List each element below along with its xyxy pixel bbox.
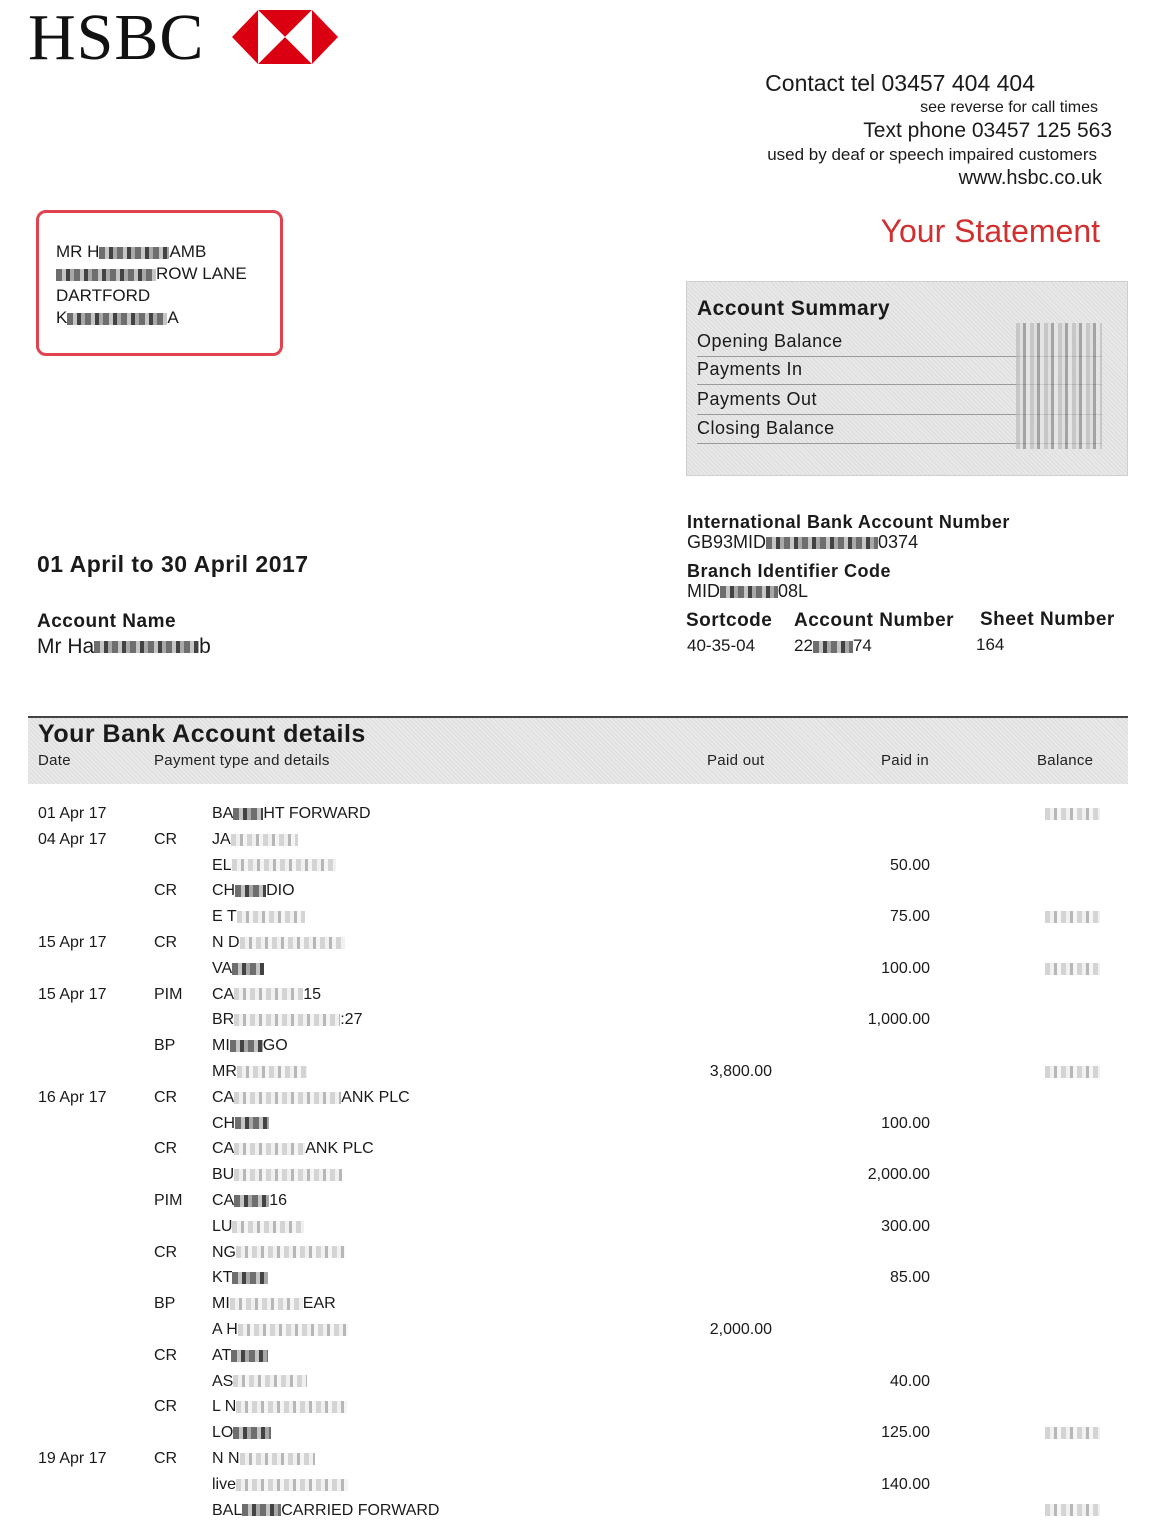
transaction-row bbox=[0, 857, 1162, 883]
transaction-details-start: KT bbox=[212, 1269, 233, 1287]
transaction-details bbox=[212, 1347, 268, 1365]
transaction-type: BP bbox=[154, 1037, 176, 1055]
transaction-details-end: DIO bbox=[266, 882, 295, 900]
transaction-row bbox=[0, 1192, 1162, 1218]
redaction-block bbox=[237, 1066, 307, 1078]
redaction-block bbox=[234, 1143, 305, 1155]
redaction-block bbox=[231, 1350, 268, 1362]
transaction-details bbox=[212, 1011, 362, 1029]
sheet-number-label: Sheet Number bbox=[980, 609, 1115, 630]
account-name-value: Mr Ha b bbox=[37, 635, 211, 658]
address-line-1: MR H AMB bbox=[56, 242, 207, 261]
transaction-details bbox=[212, 986, 321, 1004]
transaction-row bbox=[0, 1373, 1162, 1399]
transaction-balance-redacted bbox=[1030, 908, 1100, 926]
redaction-block bbox=[236, 1246, 345, 1258]
transaction-balance-redacted bbox=[1030, 805, 1100, 823]
transaction-paid-out: 3,800.00 bbox=[709, 1063, 772, 1080]
transaction-details-start: CA bbox=[212, 985, 235, 1003]
redaction-block bbox=[232, 1272, 268, 1284]
transaction-details bbox=[212, 1450, 315, 1468]
transaction-row bbox=[0, 1140, 1162, 1166]
transaction-row bbox=[0, 805, 1162, 831]
transaction-details bbox=[212, 1295, 336, 1313]
transaction-details-end: ANK PLC bbox=[305, 1140, 374, 1158]
transaction-type: CR bbox=[154, 1088, 178, 1106]
transaction-type: CR bbox=[154, 1450, 178, 1467]
transaction-date: 16 Apr 17 bbox=[38, 1088, 107, 1106]
transaction-details-start: E T bbox=[212, 908, 237, 926]
transaction-details bbox=[212, 805, 371, 823]
statement-title: Your Statement bbox=[880, 213, 1100, 249]
transaction-type: CR bbox=[154, 1140, 178, 1158]
transaction-details-start: BU bbox=[212, 1166, 235, 1184]
redaction-block bbox=[230, 1298, 303, 1310]
transaction-row bbox=[0, 1166, 1162, 1192]
transaction-details-end: EAR bbox=[302, 1295, 336, 1313]
transaction-details bbox=[212, 1398, 347, 1416]
redaction-block bbox=[240, 1453, 315, 1465]
transaction-row bbox=[0, 1089, 1162, 1115]
redaction-block bbox=[233, 1375, 307, 1387]
transaction-details bbox=[212, 1166, 342, 1184]
hsbc-logo-text: HSBC bbox=[28, 1, 205, 74]
transaction-row bbox=[0, 934, 1162, 960]
column-header-payment-details: Payment type and details bbox=[154, 752, 330, 769]
transaction-details bbox=[212, 831, 298, 849]
transaction-details-start: L N bbox=[212, 1398, 237, 1416]
transaction-type: CR bbox=[154, 1398, 178, 1416]
transaction-row bbox=[0, 831, 1162, 857]
transaction-details bbox=[212, 857, 336, 875]
transaction-row bbox=[0, 908, 1162, 934]
transaction-details-start: AS bbox=[212, 1372, 234, 1390]
transaction-details-end: CARRIED FORWARD bbox=[281, 1501, 440, 1519]
transaction-details-start: BR bbox=[212, 1011, 235, 1029]
transaction-details-end: 16 bbox=[269, 1192, 288, 1209]
transaction-details-start: MI bbox=[212, 1037, 230, 1055]
redaction-block bbox=[233, 808, 263, 820]
statement-period: 01 April to 30 April 2017 bbox=[37, 551, 309, 577]
transaction-row bbox=[0, 1218, 1162, 1244]
redaction-block bbox=[235, 1117, 269, 1129]
transaction-details-start: BA bbox=[212, 805, 234, 822]
sortcode-value: 40-35-04 bbox=[687, 636, 756, 655]
redaction-block bbox=[230, 1040, 263, 1052]
transaction-paid-in: 40.00 bbox=[889, 1372, 930, 1390]
summary-values-redacted bbox=[1016, 323, 1102, 449]
transaction-type: PIM bbox=[154, 1192, 183, 1209]
bank-account-details-title: Your Bank Account details bbox=[38, 720, 366, 748]
redaction-block bbox=[1045, 1427, 1100, 1439]
transaction-details-start: EL bbox=[212, 856, 232, 874]
transaction-details-start: VA bbox=[212, 959, 233, 977]
transaction-row bbox=[0, 1321, 1162, 1347]
redaction-block bbox=[236, 1401, 347, 1413]
column-header-date: Date bbox=[38, 752, 71, 769]
transaction-details bbox=[212, 882, 295, 900]
transaction-details-start: BAL bbox=[212, 1501, 243, 1519]
transaction-details-start: MI bbox=[212, 1295, 230, 1313]
transaction-details bbox=[212, 934, 345, 952]
redaction-block bbox=[242, 1504, 281, 1516]
transaction-details bbox=[212, 1089, 410, 1107]
transaction-paid-in: 85.00 bbox=[889, 1269, 930, 1287]
redaction-block bbox=[237, 911, 305, 923]
transaction-details bbox=[212, 1140, 374, 1158]
transaction-details-end: 15 bbox=[303, 985, 322, 1003]
account-summary-title: Account Summary bbox=[697, 297, 891, 320]
redaction-block bbox=[1045, 808, 1100, 820]
address-line-3: DARTFORD bbox=[56, 286, 151, 305]
transaction-details-start: CA bbox=[212, 1140, 235, 1158]
transaction-details-start: CH bbox=[212, 882, 236, 900]
redaction-block bbox=[231, 834, 298, 846]
transaction-paid-in: 100.00 bbox=[881, 1114, 930, 1132]
transaction-date: 19 Apr 17 bbox=[38, 1450, 107, 1467]
redaction-block bbox=[233, 1427, 271, 1439]
transaction-paid-in: 75.00 bbox=[889, 908, 930, 926]
transaction-balance-redacted bbox=[1030, 1502, 1100, 1520]
redaction-block bbox=[236, 1479, 348, 1491]
transaction-row bbox=[0, 882, 1162, 908]
transaction-details-start: N D bbox=[212, 934, 240, 951]
transaction-details bbox=[212, 1192, 287, 1210]
column-header-balance: Balance bbox=[1037, 752, 1094, 769]
transaction-details-start: CH bbox=[212, 1114, 236, 1132]
redaction-block bbox=[234, 1169, 342, 1181]
transaction-details-start: AT bbox=[212, 1346, 232, 1364]
transaction-date: 04 Apr 17 bbox=[38, 830, 107, 848]
transaction-type: BP bbox=[154, 1295, 176, 1313]
transaction-row bbox=[0, 1244, 1162, 1270]
redaction-block bbox=[234, 1092, 341, 1104]
account-number-value: 22 74 bbox=[794, 636, 872, 655]
transaction-row bbox=[0, 1398, 1162, 1424]
transaction-details bbox=[212, 1373, 307, 1391]
transaction-type: CR bbox=[154, 830, 178, 848]
transaction-details-end: ANK PLC bbox=[341, 1088, 410, 1106]
transaction-row bbox=[0, 1037, 1162, 1063]
contact-telephone: Contact tel 03457 404 404 bbox=[765, 70, 1035, 96]
redaction-block bbox=[234, 1195, 269, 1207]
transaction-details bbox=[212, 1502, 439, 1520]
iban-label: International Bank Account Number bbox=[687, 512, 1010, 532]
transaction-details-end: HT FORWARD bbox=[263, 805, 371, 822]
redaction-block bbox=[232, 963, 264, 975]
transaction-details bbox=[212, 1244, 345, 1262]
redaction-block bbox=[232, 1221, 304, 1233]
address-line-2: ROW LANE bbox=[56, 263, 247, 285]
transaction-details bbox=[212, 960, 264, 978]
transaction-row bbox=[0, 1347, 1162, 1373]
column-header-paid-in: Paid in bbox=[881, 752, 929, 769]
redaction-block bbox=[1045, 1066, 1100, 1078]
transaction-row bbox=[0, 1450, 1162, 1476]
transaction-details-start: NG bbox=[212, 1243, 236, 1261]
transaction-details-start: JA bbox=[212, 830, 231, 848]
transaction-paid-in: 140.00 bbox=[881, 1475, 930, 1493]
opening-balance-label: Opening Balance bbox=[697, 331, 1102, 357]
redaction-block bbox=[1045, 911, 1100, 923]
transaction-row bbox=[0, 1115, 1162, 1141]
redaction-block bbox=[234, 988, 303, 1000]
address-line-4: K A bbox=[56, 308, 179, 327]
transaction-balance-redacted bbox=[1030, 1424, 1100, 1442]
redaction-block bbox=[1045, 963, 1100, 975]
transaction-paid-in: 2,000.00 bbox=[867, 1166, 930, 1184]
transaction-type: PIM bbox=[154, 985, 183, 1003]
transaction-paid-in: 50.00 bbox=[889, 856, 930, 874]
transaction-paid-in: 100.00 bbox=[881, 959, 930, 977]
transaction-details bbox=[212, 1063, 307, 1081]
sheet-number-value: 164 bbox=[976, 635, 1005, 654]
transaction-balance-redacted bbox=[1030, 1063, 1100, 1081]
transaction-details-start: LO bbox=[212, 1424, 234, 1442]
transaction-details bbox=[212, 1269, 268, 1287]
transaction-row bbox=[0, 1295, 1162, 1321]
transaction-details bbox=[212, 1424, 271, 1442]
customer-address bbox=[56, 241, 247, 329]
transaction-details-start: live bbox=[212, 1475, 237, 1493]
website-link[interactable]: www.hsbc.co.uk bbox=[958, 167, 1102, 189]
redaction-block bbox=[232, 859, 336, 871]
account-name-label: Account Name bbox=[37, 611, 177, 632]
transaction-date: 15 Apr 17 bbox=[38, 985, 107, 1003]
transaction-type: CR bbox=[154, 1346, 178, 1364]
transaction-type: CR bbox=[154, 934, 178, 951]
transaction-row bbox=[0, 960, 1162, 986]
transaction-paid-out: 2,000.00 bbox=[709, 1321, 772, 1338]
transaction-row bbox=[0, 1063, 1162, 1089]
sortcode-label: Sortcode bbox=[686, 610, 773, 631]
transaction-details-start: CA bbox=[212, 1192, 235, 1209]
hsbc-hexagon-logo-icon bbox=[232, 10, 338, 64]
payments-out-label: Payments Out bbox=[697, 389, 1102, 415]
transaction-details bbox=[212, 1037, 288, 1055]
transaction-details bbox=[212, 1476, 348, 1494]
transaction-details-start: CA bbox=[212, 1088, 235, 1106]
transaction-paid-in: 1,000.00 bbox=[867, 1011, 930, 1029]
bic-value: MID 08L bbox=[687, 581, 809, 601]
redaction-block bbox=[1045, 1504, 1100, 1516]
transaction-type: CR bbox=[154, 1243, 178, 1261]
transaction-details-end: :27 bbox=[340, 1011, 363, 1029]
transaction-details bbox=[212, 908, 305, 926]
textphone-number: Text phone 03457 125 563 bbox=[863, 119, 1112, 142]
redaction-block bbox=[240, 937, 345, 949]
transaction-details-start: A H bbox=[212, 1321, 238, 1338]
transaction-details bbox=[212, 1218, 304, 1236]
transaction-balance-redacted bbox=[1030, 960, 1100, 978]
transaction-details bbox=[212, 1115, 269, 1133]
transaction-date: 15 Apr 17 bbox=[38, 934, 107, 951]
redaction-block bbox=[238, 1324, 348, 1336]
transaction-details-start: MR bbox=[212, 1063, 237, 1080]
closing-balance-label: Closing Balance bbox=[697, 418, 1102, 444]
payments-in-label: Payments In bbox=[697, 359, 1102, 385]
transaction-details-start: N N bbox=[212, 1450, 240, 1467]
textphone-note: used by deaf or speech impaired customers bbox=[767, 145, 1097, 164]
redaction-block bbox=[235, 885, 266, 897]
redaction-block bbox=[234, 1014, 340, 1026]
transaction-row bbox=[0, 1476, 1162, 1502]
transaction-type: CR bbox=[154, 882, 178, 900]
transaction-details-end: GO bbox=[262, 1037, 288, 1055]
transaction-paid-in: 300.00 bbox=[881, 1217, 930, 1235]
account-number-label: Account Number bbox=[794, 610, 955, 631]
transaction-row bbox=[0, 1011, 1162, 1037]
contact-telephone-note: see reverse for call times bbox=[920, 99, 1098, 116]
bic-label: Branch Identifier Code bbox=[687, 561, 892, 581]
transaction-row bbox=[0, 986, 1162, 1012]
column-header-paid-out: Paid out bbox=[707, 752, 765, 769]
transaction-row bbox=[0, 1424, 1162, 1450]
transaction-row bbox=[0, 1269, 1162, 1295]
transaction-details bbox=[212, 1321, 348, 1339]
transaction-row bbox=[0, 1502, 1162, 1528]
iban-value: GB93MID 0374 bbox=[687, 532, 919, 552]
transaction-date: 01 Apr 17 bbox=[38, 805, 107, 822]
transaction-details-start: LU bbox=[212, 1217, 233, 1235]
transaction-paid-in: 125.00 bbox=[881, 1424, 930, 1442]
